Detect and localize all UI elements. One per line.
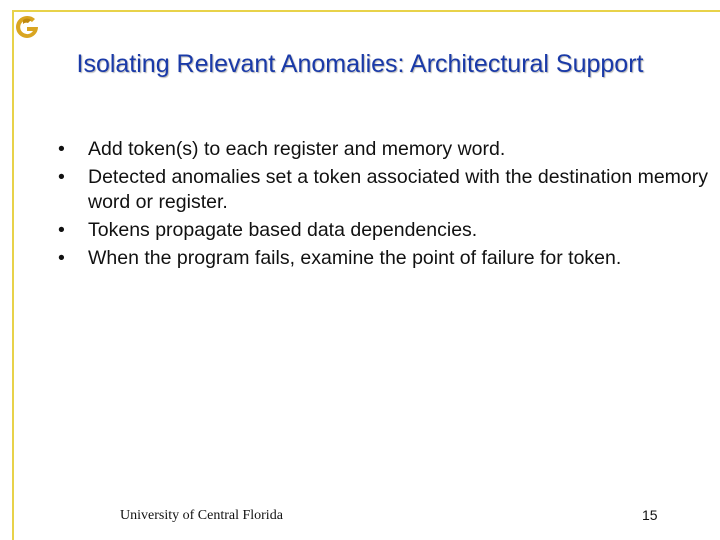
bullet-text: Tokens propagate based data dependencies. xyxy=(88,219,478,241)
bullet-item xyxy=(58,218,708,243)
bullet-item xyxy=(58,246,708,271)
bullet-text: Add token(s) to each register and memory word. xyxy=(88,138,506,160)
bullet-text: Detected anomalies set a token associated with the destination memory word or register. xyxy=(88,166,709,213)
bullet-dot: • xyxy=(58,219,65,241)
bullet-dot: • xyxy=(58,138,65,160)
bullet-list xyxy=(58,137,708,274)
bullet-item xyxy=(58,137,708,162)
slide-frame-top xyxy=(12,10,720,12)
footer-institution: University of Central Florida xyxy=(120,508,283,523)
slide-frame-left xyxy=(12,10,14,540)
ucf-pegasus-logo-icon xyxy=(14,14,40,40)
bullet-item xyxy=(58,165,708,215)
bullet-text: When the program fails, examine the point of failure for token. xyxy=(88,247,622,269)
bullet-dot: • xyxy=(58,247,65,269)
bullet-dot: • xyxy=(58,166,65,188)
page-number: 15 xyxy=(642,507,658,523)
slide-title: Isolating Relevant Anomalies: Architectural Support xyxy=(76,50,644,78)
